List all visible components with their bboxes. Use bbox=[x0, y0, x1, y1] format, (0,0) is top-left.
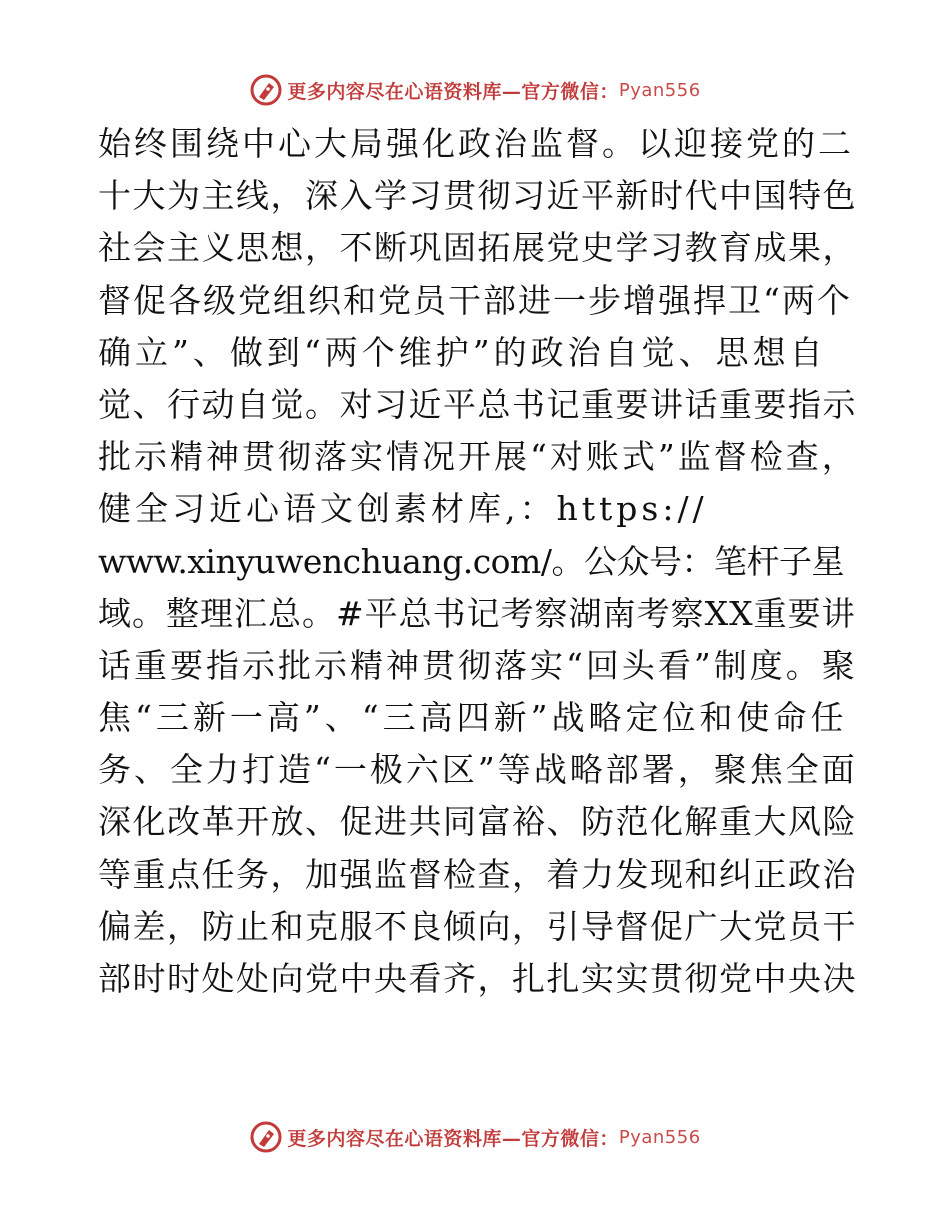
text-line: 话重要指示批示精神贯彻落实“回头看”制度。聚 bbox=[98, 645, 858, 685]
banner-text: 更多内容尽在心语资料库—官方微信： bbox=[287, 1127, 619, 1150]
pen-nib-circle-icon bbox=[249, 73, 283, 107]
text-line: 督促各级党组织和党员干部进一步增强捍卫“两个 bbox=[98, 280, 852, 320]
text-line: 等重点任务，加强监督检查，着力发现和纠正政治 bbox=[98, 854, 857, 894]
text-line: 部时时处处向党中央看齐，扎扎实实贯彻党中央决 bbox=[98, 959, 857, 998]
text-line-url: www.xinyuwenchuang.com/。公众号：笔杆子星 bbox=[98, 541, 844, 581]
banner-wechat-id: Pyan556 bbox=[618, 1126, 701, 1148]
pen-nib-circle-icon bbox=[249, 1120, 283, 1154]
text-line: 健全习近心语文创素材库,：https:// bbox=[98, 489, 708, 529]
body-text bbox=[98, 118, 858, 1005]
footer-banner bbox=[0, 1117, 950, 1157]
text-line: 批示精神贯彻落实情况开展“对账式”监督检查， bbox=[98, 437, 858, 477]
header-banner bbox=[0, 70, 950, 110]
text-line: 社会主义思想，不断巩固拓展党史学习教育成果， bbox=[98, 228, 857, 268]
text-line: 确立”、做到“两个维护”的政治自觉、思想自 bbox=[98, 332, 827, 372]
banner-wechat-id: Pyan556 bbox=[618, 79, 701, 101]
text-line: 十大为主线，深入学习贯彻习近平新时代中国特色 bbox=[98, 176, 857, 216]
text-line: 务、全力打造“一极六区”等战略部署，聚焦全面 bbox=[98, 750, 858, 790]
text-line: 始终围绕中心大局强化政治监督。以迎接党的二 bbox=[98, 124, 854, 163]
text-line: 深化改革开放、促进共同富裕、防范化解重大风险 bbox=[98, 802, 857, 842]
banner-text: 更多内容尽在心语资料库—官方微信： bbox=[287, 80, 619, 103]
text-line: 焦“三新一高”、“三高四新”战略定位和使命任 bbox=[98, 698, 848, 738]
text-line: 偏差，防止和克服不良倾向，引导督促广大党员干 bbox=[98, 906, 857, 946]
text-line: 觉、行动自觉。对习近平总书记重要讲话重要指示 bbox=[98, 384, 857, 424]
text-line: 域。整理汇总。#平总书记考察湖南考察XX重要讲 bbox=[98, 593, 856, 633]
